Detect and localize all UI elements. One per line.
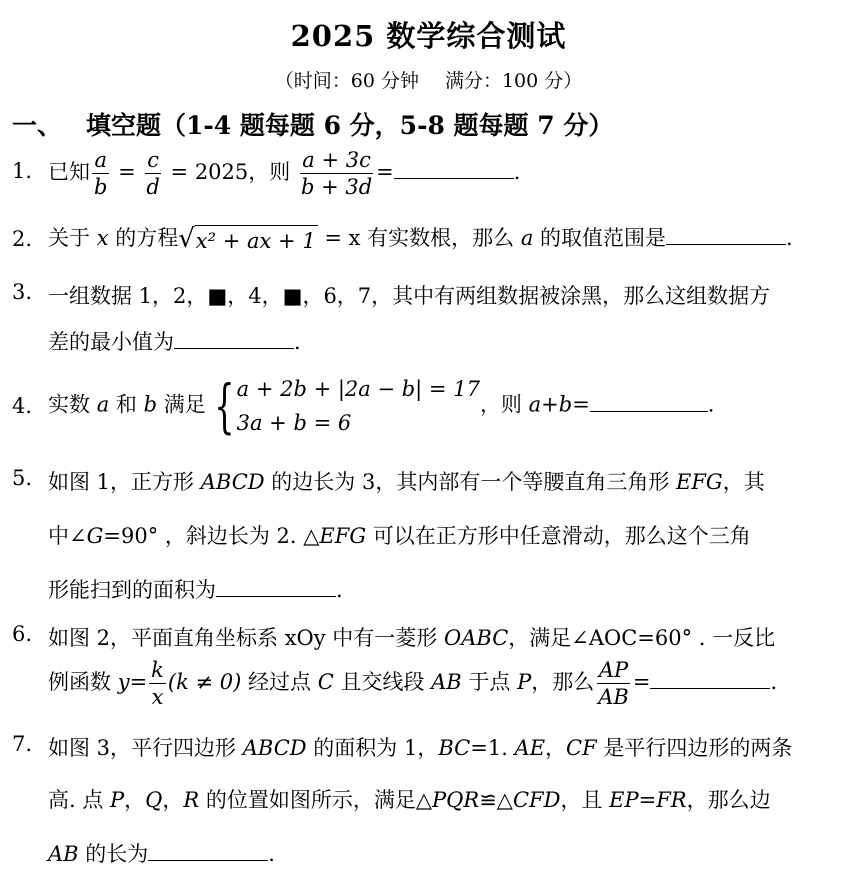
section-title: 填空题（1-4 题每题 6 分，5-8 题每题 7 分） bbox=[86, 111, 614, 140]
question-number: 1. bbox=[12, 159, 33, 183]
section-number: 一、 bbox=[12, 111, 63, 140]
question-text-line1: 如图 3，平行四边形 ABCD 的面积为 1，BC=1. AE，CF 是平行四边形的两条 bbox=[48, 736, 793, 760]
answer-blank[interactable] bbox=[148, 860, 268, 861]
question-text-line2: 高. 点 P，Q，R 的位置如图所示，满足△PQR≌△CFD，且 EP=FR，那么边 bbox=[48, 788, 771, 812]
answer-blank[interactable] bbox=[174, 348, 294, 349]
answer-blank[interactable] bbox=[650, 688, 770, 689]
answer-blank[interactable] bbox=[216, 596, 336, 597]
full-score: 满分：100 分） bbox=[444, 70, 583, 92]
exam-title: 2025 数学综合测试 bbox=[290, 19, 567, 53]
fraction-c-over-d: $\frac{c}{d}$ bbox=[146, 148, 160, 200]
answer-blank[interactable] bbox=[394, 178, 514, 179]
question-number: 5. bbox=[12, 466, 33, 490]
fraction-expression: $\frac{a + 3c}{b + 3d}$ bbox=[300, 148, 373, 200]
time-limit: （时间：60 分钟 bbox=[274, 70, 419, 92]
equation-2: 3a + b = 6 bbox=[236, 411, 352, 435]
question-text: 关于 x 的方程 √ x² + ax + 1 = x 有实数根，那么 a 的取值范围是 . bbox=[48, 224, 793, 254]
question-text-line3: 形能扫到的面积为 . bbox=[48, 578, 343, 602]
question-number: 7. bbox=[12, 732, 33, 756]
question-text: 实数 a 和 b 满足 { a + 2b + |2a − b| = 17 3a + b = 6 ，则 a+b= . bbox=[48, 372, 715, 440]
question-number: 4. bbox=[12, 394, 33, 418]
fraction-k-over-x: $\frac{k}{x}$ bbox=[151, 658, 164, 710]
question-text-line2: 例函数 y= $\frac{k}{x}$ (k ≠ 0) 经过点 C 且交线段 AB 于点 P，那么 $\frac{AP}{AB}$ = . bbox=[48, 658, 778, 710]
question-text-line1: 一组数据 1，2，■，4，■，6，7，其中有两组数据被涂黑，那么这组数据方 bbox=[48, 284, 771, 308]
answer-blank[interactable] bbox=[590, 411, 708, 412]
equation-1: a + 2b + |2a − b| = 17 bbox=[236, 377, 480, 401]
question-number: 6. bbox=[12, 622, 33, 646]
question-number: 2. bbox=[12, 227, 33, 251]
equation-system: { a + 2b + |2a − b| = 17 3a + b = 6 bbox=[214, 372, 480, 440]
question-number: 3. bbox=[12, 280, 33, 304]
question-text-line2: 中∠G=90° ，斜边长为 2. △EFG 可以在正方形中任意滑动，那么这个三角 bbox=[48, 524, 751, 548]
exam-subtitle bbox=[0, 66, 857, 93]
question-text-line1: 如图 2，平面直角坐标系 xOy 中有一菱形 OABC，满足∠AOC=60° . 一反比 bbox=[48, 626, 776, 650]
section-heading bbox=[12, 106, 613, 142]
fraction-a-over-b: $\frac{a}{b}$ bbox=[94, 148, 108, 200]
question-text-line2: 差的最小值为 . bbox=[48, 330, 301, 354]
fraction-ap-over-ab: $\frac{AP}{AB}$ bbox=[598, 658, 629, 710]
question-text-line1: 如图 1，正方形 ABCD 的边长为 3，其内部有一个等腰直角三角形 EFG，其 bbox=[48, 470, 765, 494]
answer-blank[interactable] bbox=[666, 244, 786, 245]
question-text-line3: AB 的长为 . bbox=[48, 842, 275, 866]
question-text: 已知 $\frac{a}{b}$ = $\frac{c}{d}$ = 2025，则 $\frac{a + 3c}{b + 3d}$ = . bbox=[48, 148, 521, 200]
square-root: √ x² + ax + 1 bbox=[178, 224, 316, 254]
